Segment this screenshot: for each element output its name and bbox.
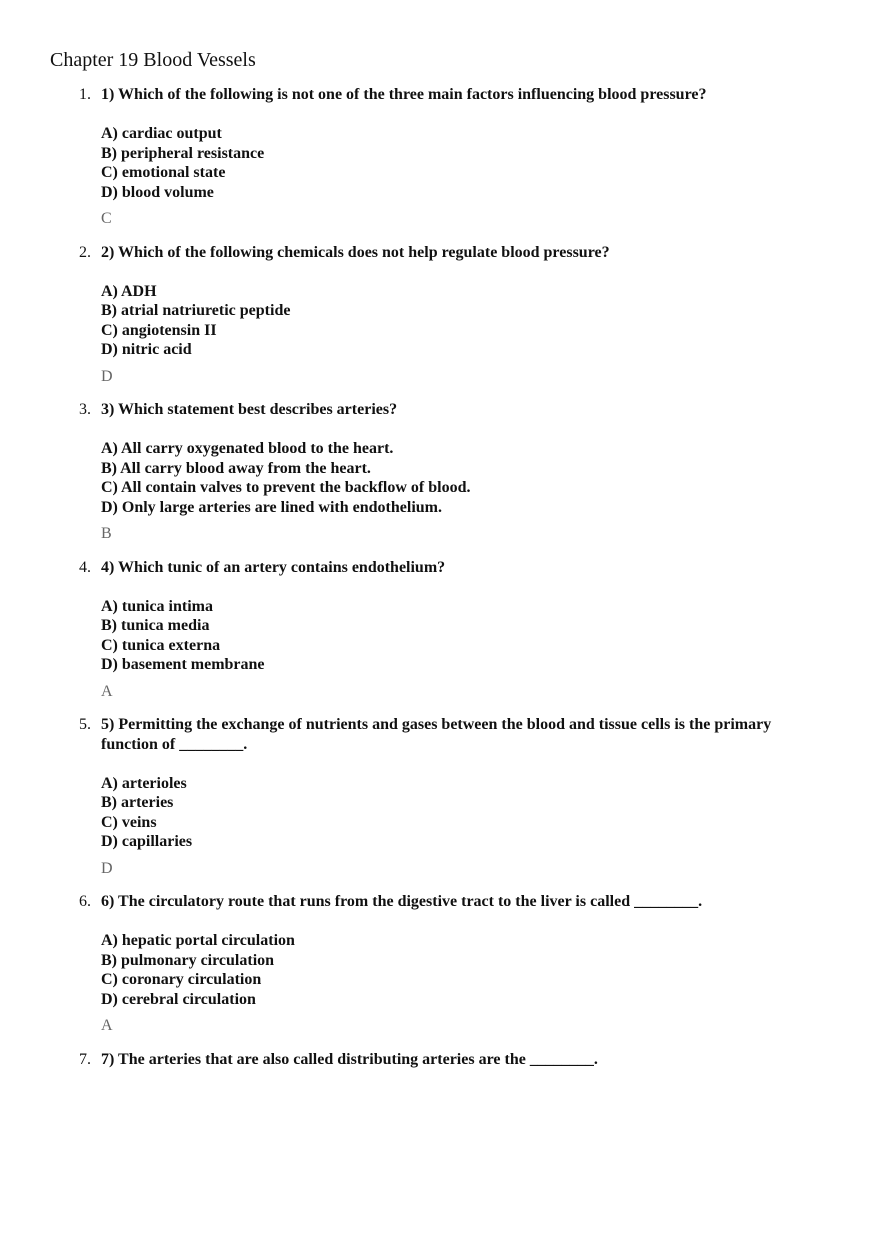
- question-number: 4.: [79, 558, 91, 576]
- question-text: 1) Which of the following is not one of the three main factors influencing blood pressure?: [101, 86, 707, 103]
- option: C) tunica externa: [101, 636, 221, 654]
- question-item: [0, 715, 880, 878]
- answer-key: D: [101, 859, 113, 877]
- option: C) coronary circulation: [101, 971, 262, 988]
- options-list: [101, 597, 830, 675]
- question-number: 5.: [79, 716, 91, 733]
- option: C) veins: [101, 813, 157, 831]
- option: B) tunica media: [101, 617, 210, 634]
- options-list: [101, 931, 830, 1009]
- answer-key: D: [101, 367, 113, 385]
- question-text: 7) The arteries that are also called distributing arteries are the ________.: [101, 1050, 598, 1068]
- question-number: 3.: [79, 401, 91, 418]
- answer-key: A: [101, 1017, 113, 1034]
- page-title: Chapter 19 Blood Vessels: [50, 49, 256, 71]
- question-text: 2) Which of the following chemicals does not help regulate blood pressure?: [101, 243, 610, 261]
- option: C) emotional state: [101, 164, 226, 181]
- option: B) arteries: [101, 794, 174, 811]
- question-number: 7.: [79, 1050, 91, 1068]
- question-list: [0, 85, 880, 1083]
- options-list: [101, 124, 830, 202]
- question-number: 6.: [79, 893, 91, 910]
- option: C) All contain valves to prevent the backflow of blood.: [101, 479, 471, 496]
- question-item: [0, 892, 880, 1036]
- option: D) nitric acid: [101, 341, 192, 358]
- options-list: [101, 282, 830, 360]
- question-item: [0, 85, 880, 229]
- answer-key: C: [101, 210, 112, 227]
- option: A) All carry oxygenated blood to the heart.: [101, 440, 394, 457]
- option: B) peripheral resistance: [101, 144, 265, 162]
- answer-key: A: [101, 682, 113, 700]
- question-item: [0, 1050, 880, 1070]
- question-text: 4) Which tunic of an artery contains endothelium?: [101, 558, 446, 576]
- question-item: [0, 243, 880, 387]
- option: D) capillaries: [101, 833, 193, 850]
- option: D) blood volume: [101, 183, 214, 201]
- question-text: 5) Permitting the exchange of nutrients and gases between the blood and tissue cells is the primary function of ________.: [101, 716, 772, 753]
- option: A) arterioles: [101, 774, 187, 792]
- option: B) All carry blood away from the heart.: [101, 459, 371, 477]
- question-text: 3) Which statement best describes arteries?: [101, 401, 398, 418]
- option: A) tunica intima: [101, 597, 213, 615]
- options-list: [101, 774, 830, 852]
- question-item: [0, 558, 880, 702]
- option: B) pulmonary circulation: [101, 951, 275, 969]
- options-list: [101, 439, 830, 517]
- question-number: 2.: [79, 243, 91, 261]
- question-item: [0, 400, 880, 544]
- option: A) ADH: [101, 282, 157, 300]
- question-number: 1.: [79, 86, 91, 103]
- answer-key: B: [101, 525, 112, 542]
- option: A) cardiac output: [101, 125, 222, 142]
- option: A) hepatic portal circulation: [101, 932, 295, 949]
- option: D) cerebral circulation: [101, 990, 256, 1008]
- option: C) angiotensin II: [101, 321, 217, 339]
- option: D) Only large arteries are lined with endothelium.: [101, 498, 442, 516]
- question-text: 6) The circulatory route that runs from the digestive tract to the liver is called ________.: [101, 893, 703, 910]
- option: B) atrial natriuretic peptide: [101, 302, 291, 319]
- option: D) basement membrane: [101, 656, 265, 673]
